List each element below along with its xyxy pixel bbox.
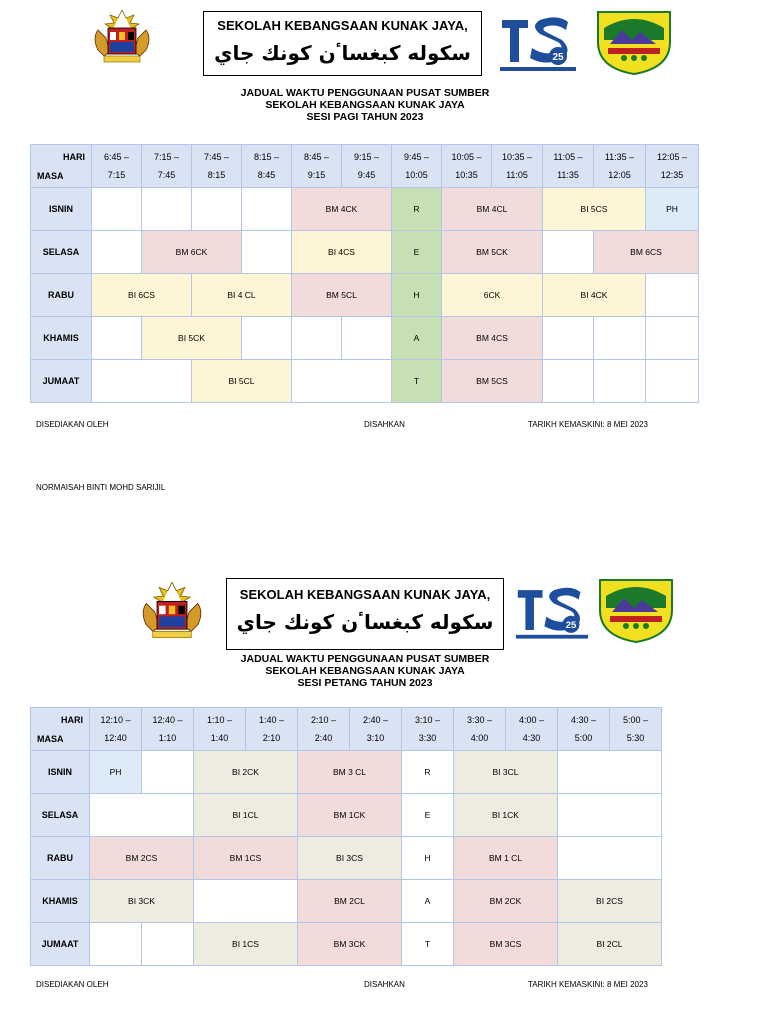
schedule-cell: R xyxy=(392,188,442,231)
schedule-cell: PH xyxy=(646,188,699,231)
time-end: 5:30 xyxy=(626,733,645,743)
time-end: 10:05 xyxy=(405,170,428,180)
time-end: 12:40 xyxy=(104,733,127,743)
time-start: 2:40 – xyxy=(362,715,389,725)
schedule-cell: E xyxy=(392,231,442,274)
pagi-heading-line-2: SEKOLAH KEBANGSAAN KUNAK JAYA xyxy=(265,99,465,111)
pagi-timetable xyxy=(30,144,699,403)
time-start: 8:45 – xyxy=(303,152,330,162)
time-slot-header xyxy=(246,708,298,751)
empty-cell xyxy=(242,188,292,231)
time-slot-header xyxy=(558,708,610,751)
time-end: 12:35 xyxy=(660,170,684,180)
pagi-heading-line-3: SESI PAGI TAHUN 2023 xyxy=(306,111,424,123)
time-slot-header xyxy=(392,145,442,188)
time-slot-header xyxy=(454,708,506,751)
empty-cell xyxy=(192,188,242,231)
schedule-cell: PH xyxy=(90,751,142,794)
schedule-cell: BI 2CL xyxy=(558,923,662,966)
schedule-cell: BI 3CL xyxy=(454,751,558,794)
time-end: 8:15 xyxy=(207,170,226,180)
empty-cell xyxy=(646,360,699,403)
empty-cell xyxy=(543,231,594,274)
empty-cell xyxy=(292,360,392,403)
time-start: 5:00 – xyxy=(622,715,649,725)
time-start: 10:35 – xyxy=(501,152,533,162)
day-label: RABU xyxy=(31,274,92,317)
corner-masa: MASA xyxy=(37,171,64,181)
day-label: RABU xyxy=(31,837,90,880)
empty-cell xyxy=(90,923,142,966)
time-slot-header xyxy=(543,145,594,188)
time-start: 2:10 – xyxy=(310,715,337,725)
table-row xyxy=(31,274,699,317)
time-slot-header xyxy=(492,145,543,188)
schedule-cell: A xyxy=(392,317,442,360)
schedule-cell: BM 6CS xyxy=(594,231,699,274)
time-slot-header xyxy=(292,145,342,188)
time-slot-header xyxy=(350,708,402,751)
empty-cell xyxy=(92,317,142,360)
empty-cell xyxy=(543,317,594,360)
corner-hari: HARI xyxy=(63,152,85,162)
table-row xyxy=(31,188,699,231)
table-row xyxy=(31,794,662,837)
time-start: 12:05 – xyxy=(656,152,688,162)
schedule-cell: BI 5CL xyxy=(192,360,292,403)
time-slot-header xyxy=(142,708,194,751)
time-slot-header xyxy=(442,145,492,188)
schedule-cell: BM 3 CL xyxy=(298,751,402,794)
malaysia-coat-of-arms-icon xyxy=(88,8,156,66)
empty-cell xyxy=(242,317,292,360)
time-slot-header xyxy=(506,708,558,751)
pagi-heading-line-1: JADUAL WAKTU PENGGUNAAN PUSAT SUMBER xyxy=(240,87,490,99)
schedule-cell: BI 1CS xyxy=(194,923,298,966)
time-start: 4:30 – xyxy=(570,715,597,725)
schedule-cell: BM 5CS xyxy=(442,360,543,403)
time-end: 3:10 xyxy=(366,733,385,743)
empty-cell xyxy=(194,880,298,923)
schedule-cell: H xyxy=(392,274,442,317)
time-end: 8:45 xyxy=(257,170,276,180)
pagi-header-row xyxy=(31,145,699,188)
schedule-cell: BM 1CK xyxy=(298,794,402,837)
empty-cell xyxy=(558,751,662,794)
empty-cell xyxy=(646,274,699,317)
empty-cell xyxy=(90,794,194,837)
school-name-jawi-2: سكوله كبغساٴن كونك جاي xyxy=(236,610,494,634)
school-name-box xyxy=(203,11,482,76)
schedule-cell: BI 2CK xyxy=(194,751,298,794)
time-start: 11:35 – xyxy=(604,152,635,162)
empty-cell xyxy=(142,751,194,794)
empty-cell xyxy=(594,317,646,360)
petang-heading-line-1: JADUAL WAKTU PENGGUNAAN PUSAT SUMBER xyxy=(240,653,490,665)
time-start: 7:15 – xyxy=(153,152,180,162)
time-start: 11:05 – xyxy=(553,152,583,162)
time-start: 12:10 – xyxy=(100,715,131,725)
time-end: 11:05 xyxy=(506,170,528,180)
school-name: SEKOLAH KEBANGSAAN KUNAK JAYA, xyxy=(217,18,468,33)
preparer-name: NORMAISAH BINTI MOHD SARIJIL xyxy=(36,483,166,492)
day-label: KHAMIS xyxy=(31,317,92,360)
time-end: 7:45 xyxy=(157,170,176,180)
ts25-logo-icon-2 xyxy=(514,580,590,644)
schedule-cell: BM 5CK xyxy=(442,231,543,274)
time-slot-header xyxy=(342,145,392,188)
petang-footer-updated: TARIKH KEMASKINI: 8 MEI 2023 xyxy=(528,980,648,989)
empty-cell xyxy=(292,317,342,360)
time-end: 9:15 xyxy=(307,170,326,180)
day-label: JUMAAT xyxy=(31,360,92,403)
time-end: 11:35 xyxy=(557,170,579,180)
empty-cell xyxy=(342,317,392,360)
time-slot-header xyxy=(298,708,350,751)
table-row xyxy=(31,317,699,360)
empty-cell xyxy=(594,360,646,403)
school-name-2: SEKOLAH KEBANGSAAN KUNAK JAYA, xyxy=(239,587,491,602)
time-start: 12:40 – xyxy=(152,715,183,725)
time-start: 3:10 – xyxy=(414,715,441,725)
schedule-cell: BI 3CS xyxy=(298,837,402,880)
day-label: SELASA xyxy=(31,231,92,274)
time-end: 5:00 xyxy=(574,733,593,743)
schedule-cell: BM 5CL xyxy=(292,274,392,317)
time-end: 9:45 xyxy=(357,170,376,180)
schedule-cell: BI 1CL xyxy=(194,794,298,837)
ts25-number: 25 xyxy=(552,52,564,63)
day-label: ISNIN xyxy=(31,751,90,794)
table-row xyxy=(31,231,699,274)
table-row xyxy=(31,837,662,880)
malaysia-coat-of-arms-icon xyxy=(132,580,212,642)
schedule-cell: BM 6CK xyxy=(142,231,242,274)
time-slot-header xyxy=(92,145,142,188)
pagi-footer-updated: TARIKH KEMASKINI: 8 MEI 2023 xyxy=(528,420,648,429)
time-end: 12:05 xyxy=(608,170,631,180)
petang-header-row xyxy=(31,708,662,751)
schedule-cell: BI 3CK xyxy=(90,880,194,923)
corner-masa: MASA xyxy=(37,734,64,744)
schedule-cell: 6CK xyxy=(442,274,543,317)
schedule-cell: BM 2CL xyxy=(298,880,402,923)
school-name-jawi: سكوله كبغساٴن كونك جاي xyxy=(214,41,471,65)
schedule-cell: BI 4CS xyxy=(292,231,392,274)
time-end: 2:40 xyxy=(314,733,333,743)
time-end: 3:30 xyxy=(418,733,437,743)
school-badge-icon-2 xyxy=(598,576,674,646)
pagi-footer-prepared: DISEDIAKAN OLEH xyxy=(36,420,109,429)
corner-cell xyxy=(31,708,90,751)
empty-cell xyxy=(558,794,662,837)
time-end: 2:10 xyxy=(262,733,281,743)
time-end: 1:40 xyxy=(210,733,229,743)
petang-timetable xyxy=(30,707,662,966)
corner-cell xyxy=(31,145,92,188)
schedule-cell: BI 4 CL xyxy=(192,274,292,317)
time-start: 8:15 – xyxy=(253,152,280,162)
empty-cell xyxy=(142,188,192,231)
schedule-cell: BI 1CK xyxy=(454,794,558,837)
time-start: 9:15 – xyxy=(353,152,380,162)
day-label: KHAMIS xyxy=(31,880,90,923)
empty-cell xyxy=(92,188,142,231)
time-end: 4:00 xyxy=(470,733,489,743)
empty-cell xyxy=(646,317,699,360)
table-row xyxy=(31,360,699,403)
time-end: 7:15 xyxy=(107,170,126,180)
school-name-box-2 xyxy=(226,578,504,650)
table-row xyxy=(31,923,662,966)
petang-heading-line-2: SEKOLAH KEBANGSAAN KUNAK JAYA xyxy=(265,665,465,677)
petang-heading xyxy=(210,653,520,689)
time-start: 4:00 – xyxy=(518,715,545,725)
time-slot-header xyxy=(194,708,246,751)
empty-cell xyxy=(92,360,192,403)
time-start: 7:45 – xyxy=(203,152,230,162)
schedule-cell: A xyxy=(402,880,454,923)
ts25-logo-icon xyxy=(498,12,578,74)
schedule-cell: BM 1CS xyxy=(194,837,298,880)
petang-heading-line-3: SESI PETANG TAHUN 2023 xyxy=(297,677,433,689)
day-label: JUMAAT xyxy=(31,923,90,966)
schedule-cell: BM 1 CL xyxy=(454,837,558,880)
time-slot-header xyxy=(242,145,292,188)
empty-cell xyxy=(558,837,662,880)
time-slot-header xyxy=(594,145,646,188)
time-end: 10:35 xyxy=(455,170,478,180)
ts25-number-2: 25 xyxy=(565,620,577,632)
time-start: 1:10 – xyxy=(206,715,233,725)
schedule-cell: BI 5CS xyxy=(543,188,646,231)
schedule-cell: BI 4CK xyxy=(543,274,646,317)
day-label: SELASA xyxy=(31,794,90,837)
time-start: 3:30 – xyxy=(466,715,493,725)
schedule-cell: BM 2CS xyxy=(90,837,194,880)
petang-footer-prepared: DISEDIAKAN OLEH xyxy=(36,980,109,989)
schedule-cell: BI 6CS xyxy=(92,274,192,317)
schedule-cell: BM 4CK xyxy=(292,188,392,231)
time-start: 9:45 – xyxy=(403,152,430,162)
schedule-cell: BM 3CS xyxy=(454,923,558,966)
schedule-cell: BM 2CK xyxy=(454,880,558,923)
corner-hari: HARI xyxy=(61,715,83,725)
schedule-cell: BM 3CK xyxy=(298,923,402,966)
empty-cell xyxy=(543,360,594,403)
time-slot-header xyxy=(90,708,142,751)
pagi-heading xyxy=(210,87,520,123)
schedule-cell: BM 4CS xyxy=(442,317,543,360)
table-row xyxy=(31,880,662,923)
time-start: 6:45 – xyxy=(103,152,130,162)
schedule-cell: R xyxy=(402,751,454,794)
empty-cell xyxy=(92,231,142,274)
schedule-cell: BI 2CS xyxy=(558,880,662,923)
petang-footer-approved: DISAHKAN xyxy=(364,980,405,989)
time-end: 1:10 xyxy=(158,733,177,743)
schedule-cell: BI 5CK xyxy=(142,317,242,360)
time-slot-header xyxy=(610,708,662,751)
time-slot-header xyxy=(142,145,192,188)
schedule-cell: E xyxy=(402,794,454,837)
schedule-cell: T xyxy=(392,360,442,403)
table-row xyxy=(31,751,662,794)
schedule-cell: BM 4CL xyxy=(442,188,543,231)
time-start: 10:05 – xyxy=(451,152,482,162)
empty-cell xyxy=(142,923,194,966)
time-slot-header xyxy=(192,145,242,188)
day-label: ISNIN xyxy=(31,188,92,231)
pagi-footer-approved: DISAHKAN xyxy=(364,420,405,429)
schedule-cell: H xyxy=(402,837,454,880)
time-end: 4:30 xyxy=(522,733,541,743)
schedule-cell: T xyxy=(402,923,454,966)
time-slot-header xyxy=(402,708,454,751)
empty-cell xyxy=(242,231,292,274)
time-start: 1:40 – xyxy=(258,715,285,725)
time-slot-header xyxy=(646,145,699,188)
school-badge-icon xyxy=(596,10,672,76)
